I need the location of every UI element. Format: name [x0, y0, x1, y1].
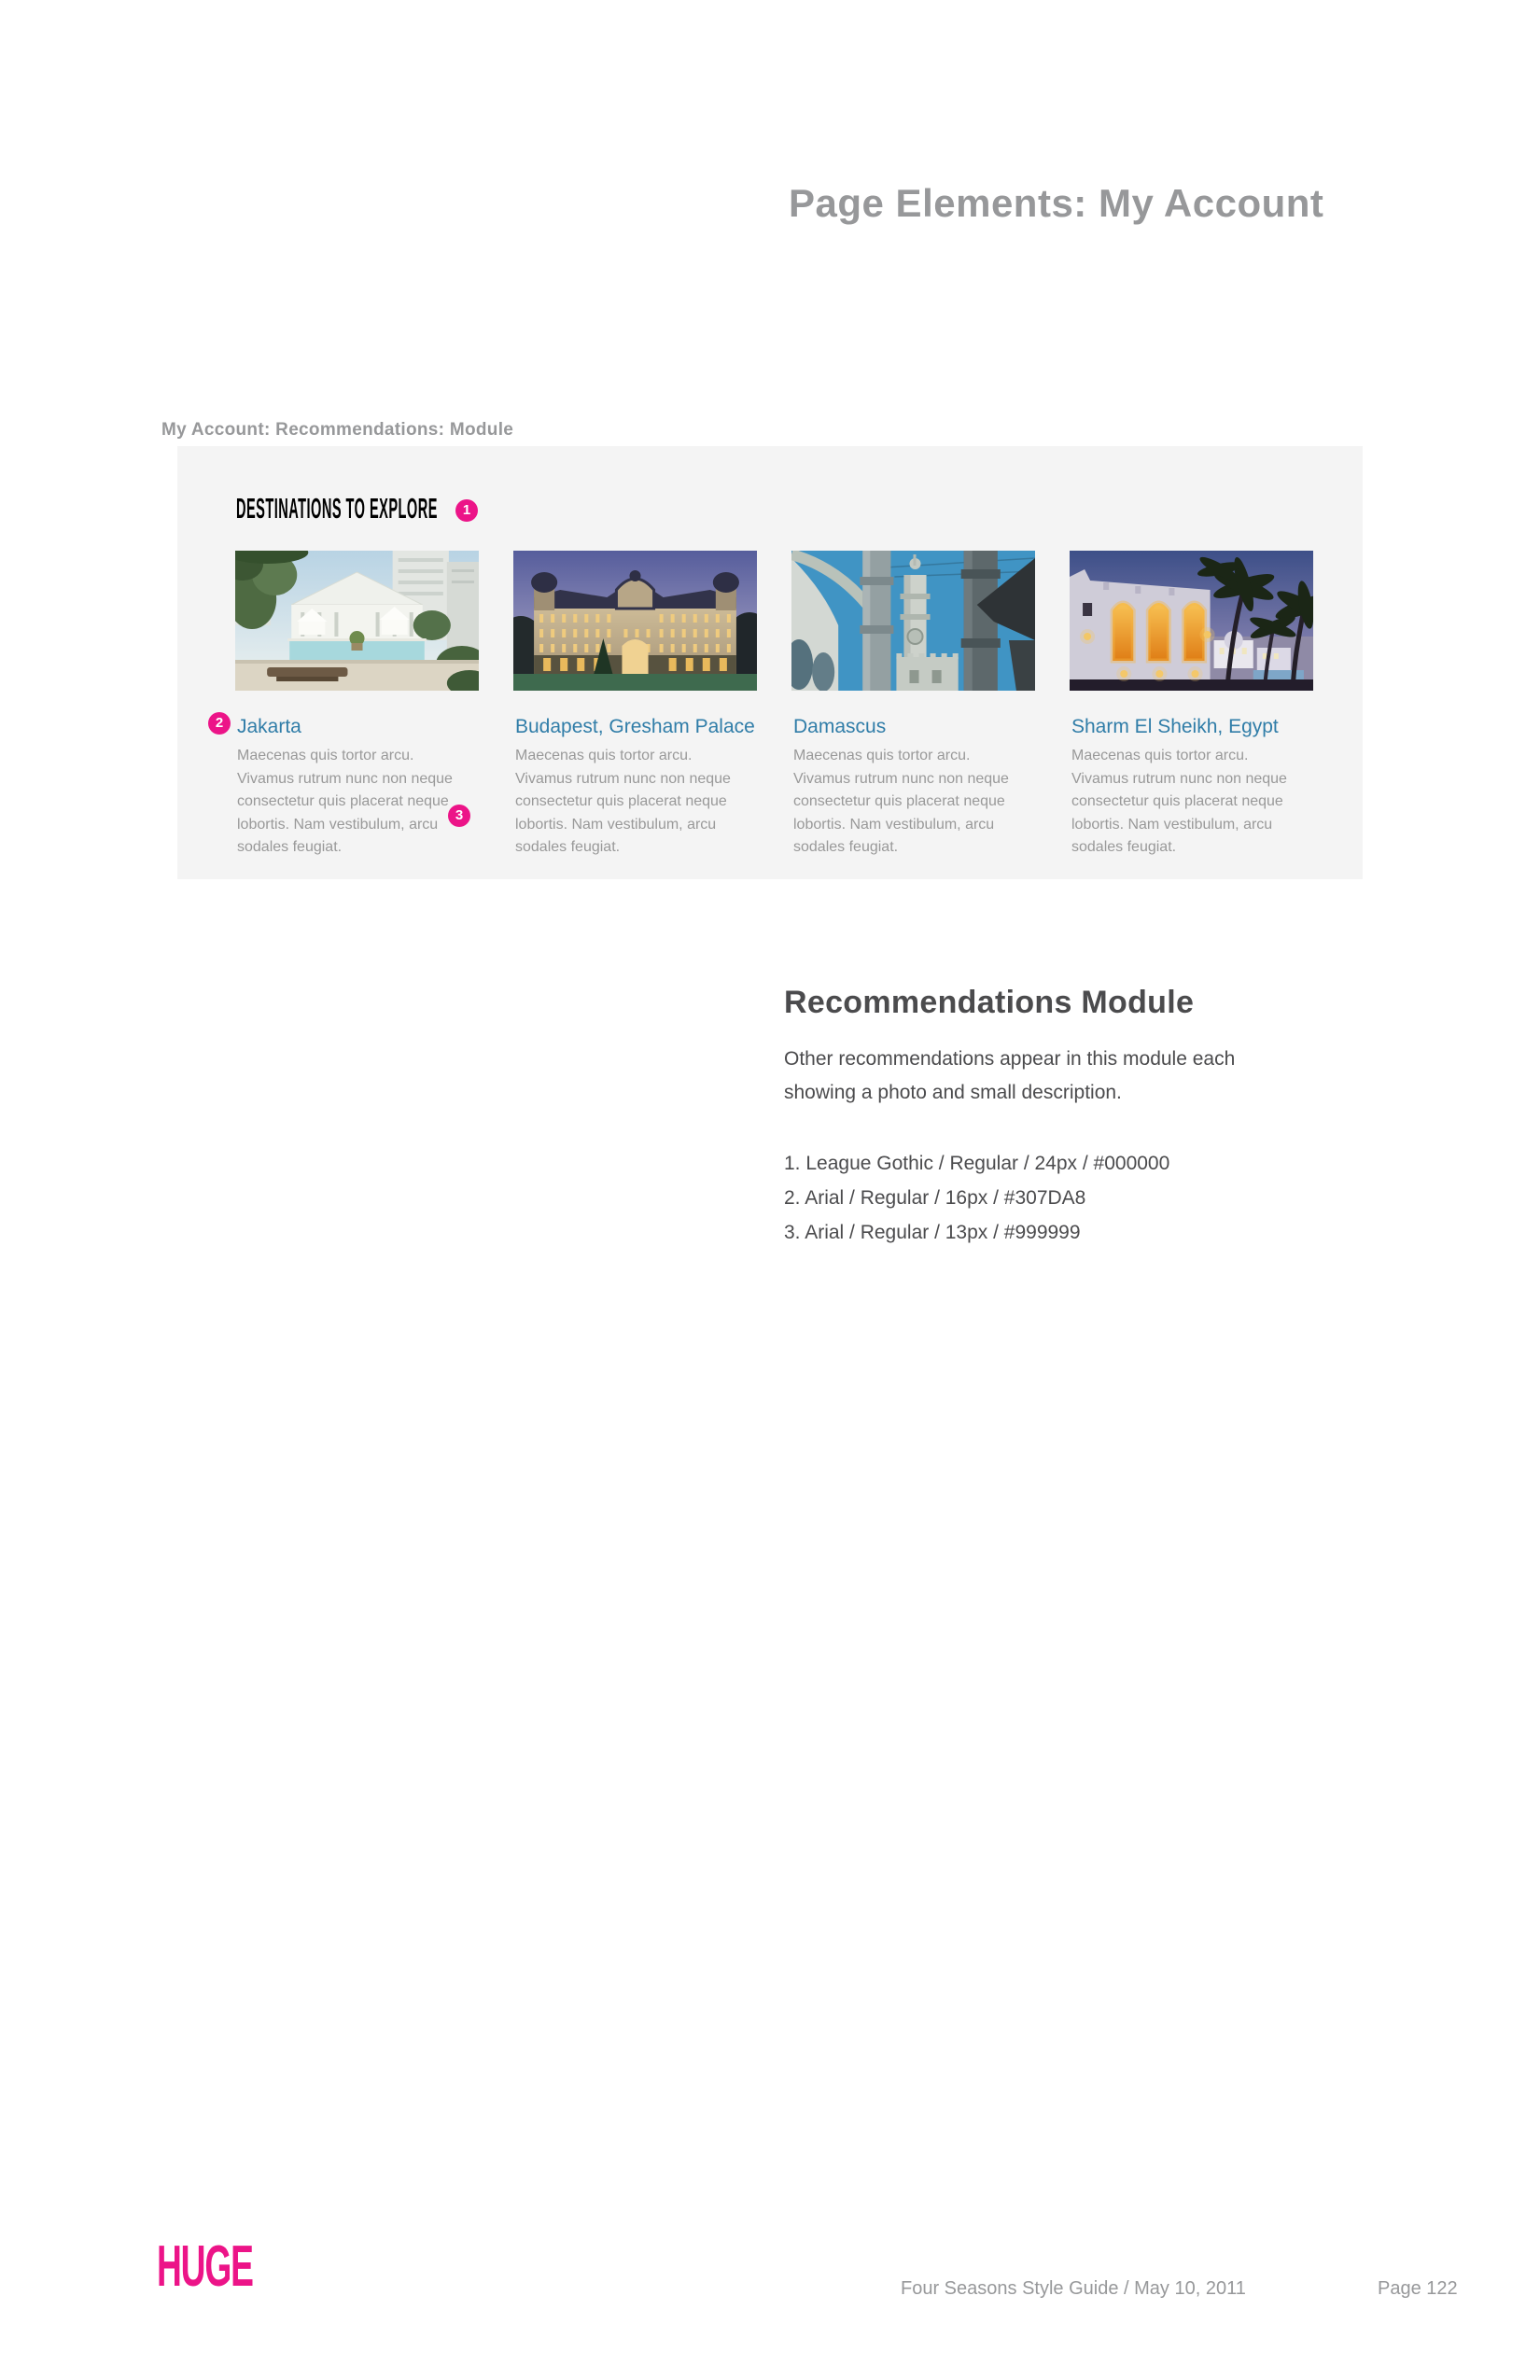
destination-photo-damascus[interactable] — [791, 551, 1035, 691]
destination-title[interactable]: Jakarta — [237, 716, 301, 737]
footer-page-number: Page 122 — [1378, 2278, 1458, 2299]
destination-card — [513, 551, 757, 859]
destination-description: Maecenas quis tortor arcu. Vivamus rutrum nunc non neque consectetur quis placerat neque lobortis. Nam vestibulum, arcu sodales feugiat. — [237, 748, 453, 855]
annotation-badge-2: 2 — [208, 712, 231, 735]
details-body: Other recommendations appear in this module each showing a photo and small description. — [784, 1048, 1236, 1103]
destination-title[interactable]: Damascus — [793, 716, 887, 737]
spec-item-1: 1. League Gothic / Regular / 24px / #000000 — [784, 1153, 1170, 1174]
recommendations-module-panel — [177, 446, 1363, 879]
destination-photo-sharm-el-sheikh[interactable] — [1070, 551, 1313, 691]
module-title: DESTINATIONS TO EXPLORE — [236, 492, 438, 525]
destination-card — [791, 551, 1035, 859]
huge-logo: HUGE — [157, 2234, 253, 2299]
section-label: My Account: Recommendations: Module — [161, 420, 514, 440]
budapest-photo-illustration — [513, 551, 757, 691]
details-heading: Recommendations Module — [784, 985, 1195, 1020]
spec-item-2: 2. Arial / Regular / 16px / #307DA8 — [784, 1187, 1086, 1209]
footer-document-info: Four Seasons Style Guide / May 10, 2011 — [901, 2278, 1246, 2299]
annotation-badge-3: 3 — [448, 805, 470, 827]
spec-item-3: 3. Arial / Regular / 13px / #999999 — [784, 1222, 1081, 1243]
destination-title[interactable]: Sharm El Sheikh, Egypt — [1071, 716, 1279, 737]
damascus-photo-illustration — [791, 551, 1035, 691]
spec-list — [784, 1146, 1307, 1250]
destination-photo-budapest[interactable] — [513, 551, 757, 691]
destination-description: Maecenas quis tortor arcu. Vivamus rutrum nunc non neque consectetur quis placerat neque lobortis. Nam vestibulum, arcu sodales feugiat. — [793, 748, 1009, 855]
page-title: Page Elements: My Account — [789, 181, 1324, 225]
destination-title[interactable]: Budapest, Gresham Palace — [515, 716, 755, 737]
destination-description: Maecenas quis tortor arcu. Vivamus rutrum nunc non neque consectetur quis placerat neque lobortis. Nam vestibulum, arcu sodales feugiat. — [1071, 748, 1287, 855]
destination-card — [215, 551, 479, 859]
annotation-badge-1: 1 — [455, 499, 478, 522]
jakarta-photo-illustration — [235, 551, 479, 691]
sharm-el-sheikh-photo-illustration — [1070, 551, 1313, 691]
destination-description: Maecenas quis tortor arcu. Vivamus rutrum nunc non neque consectetur quis placerat neque lobortis. Nam vestibulum, arcu sodales feugiat. — [515, 748, 731, 855]
destination-photo-jakarta[interactable] — [235, 551, 479, 691]
destination-card — [1070, 551, 1313, 859]
